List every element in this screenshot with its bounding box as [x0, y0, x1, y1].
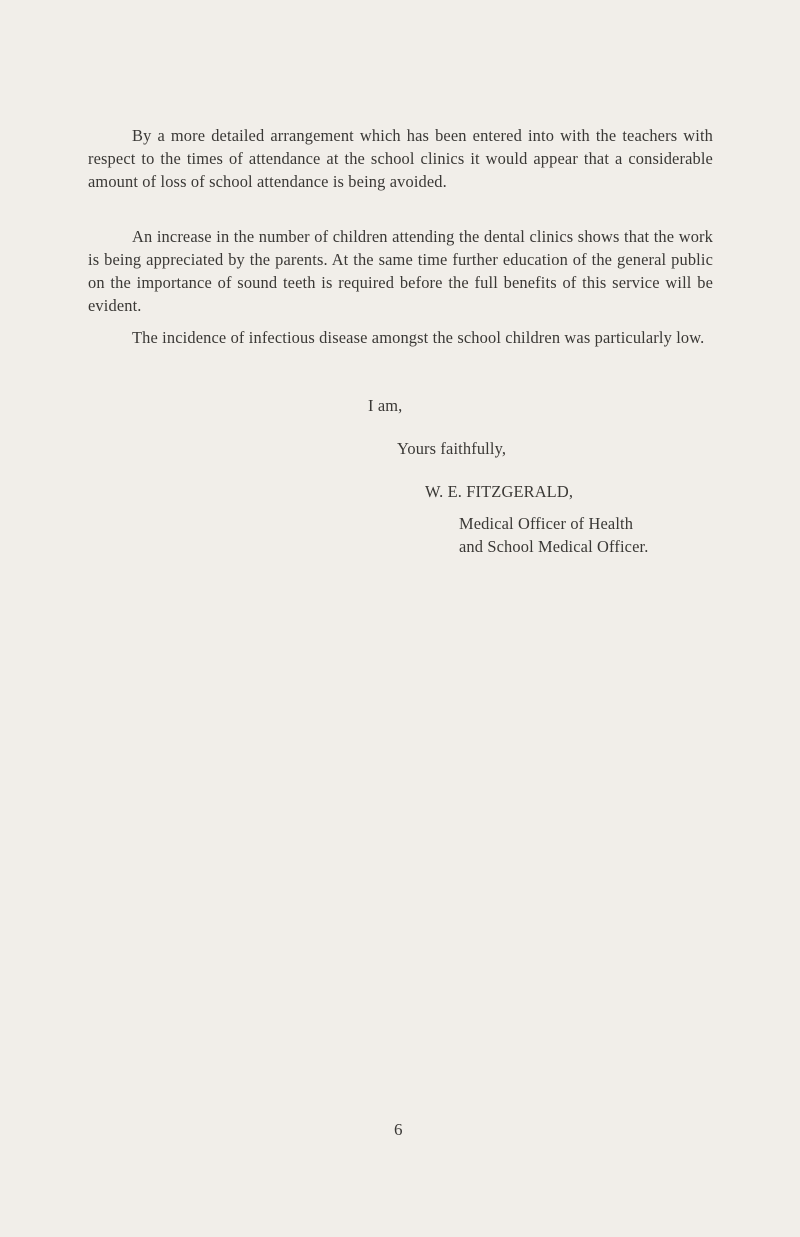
paragraph-school-clinics: By a more detailed arrangement which has been entered into with the teachers with respect to the times of attendance at the school clinics it would appear that a considerable amount of loss of school attendance is being avoided.	[88, 126, 713, 191]
valediction: Yours faithfully,	[397, 439, 507, 458]
signatory-title-line-2: and School Medical Officer.	[459, 537, 649, 556]
paragraph-dental-clinics: An increase in the number of children attending the dental clinics shows that the work is being appreciated by the parents. At the same time further education of the general public on the importance of sound teeth is required before the full benefits of this service will be evident.	[88, 227, 713, 315]
closing-line: I am,	[368, 396, 403, 415]
signatory-title-line-1: Medical Officer of Health	[459, 514, 634, 533]
signatory-name: W. E. FITZGERALD,	[425, 482, 574, 501]
paragraph-infectious-disease: The incidence of infectious disease amongst the school children was particularly low.	[132, 328, 705, 347]
page-number: 6	[394, 1120, 403, 1139]
